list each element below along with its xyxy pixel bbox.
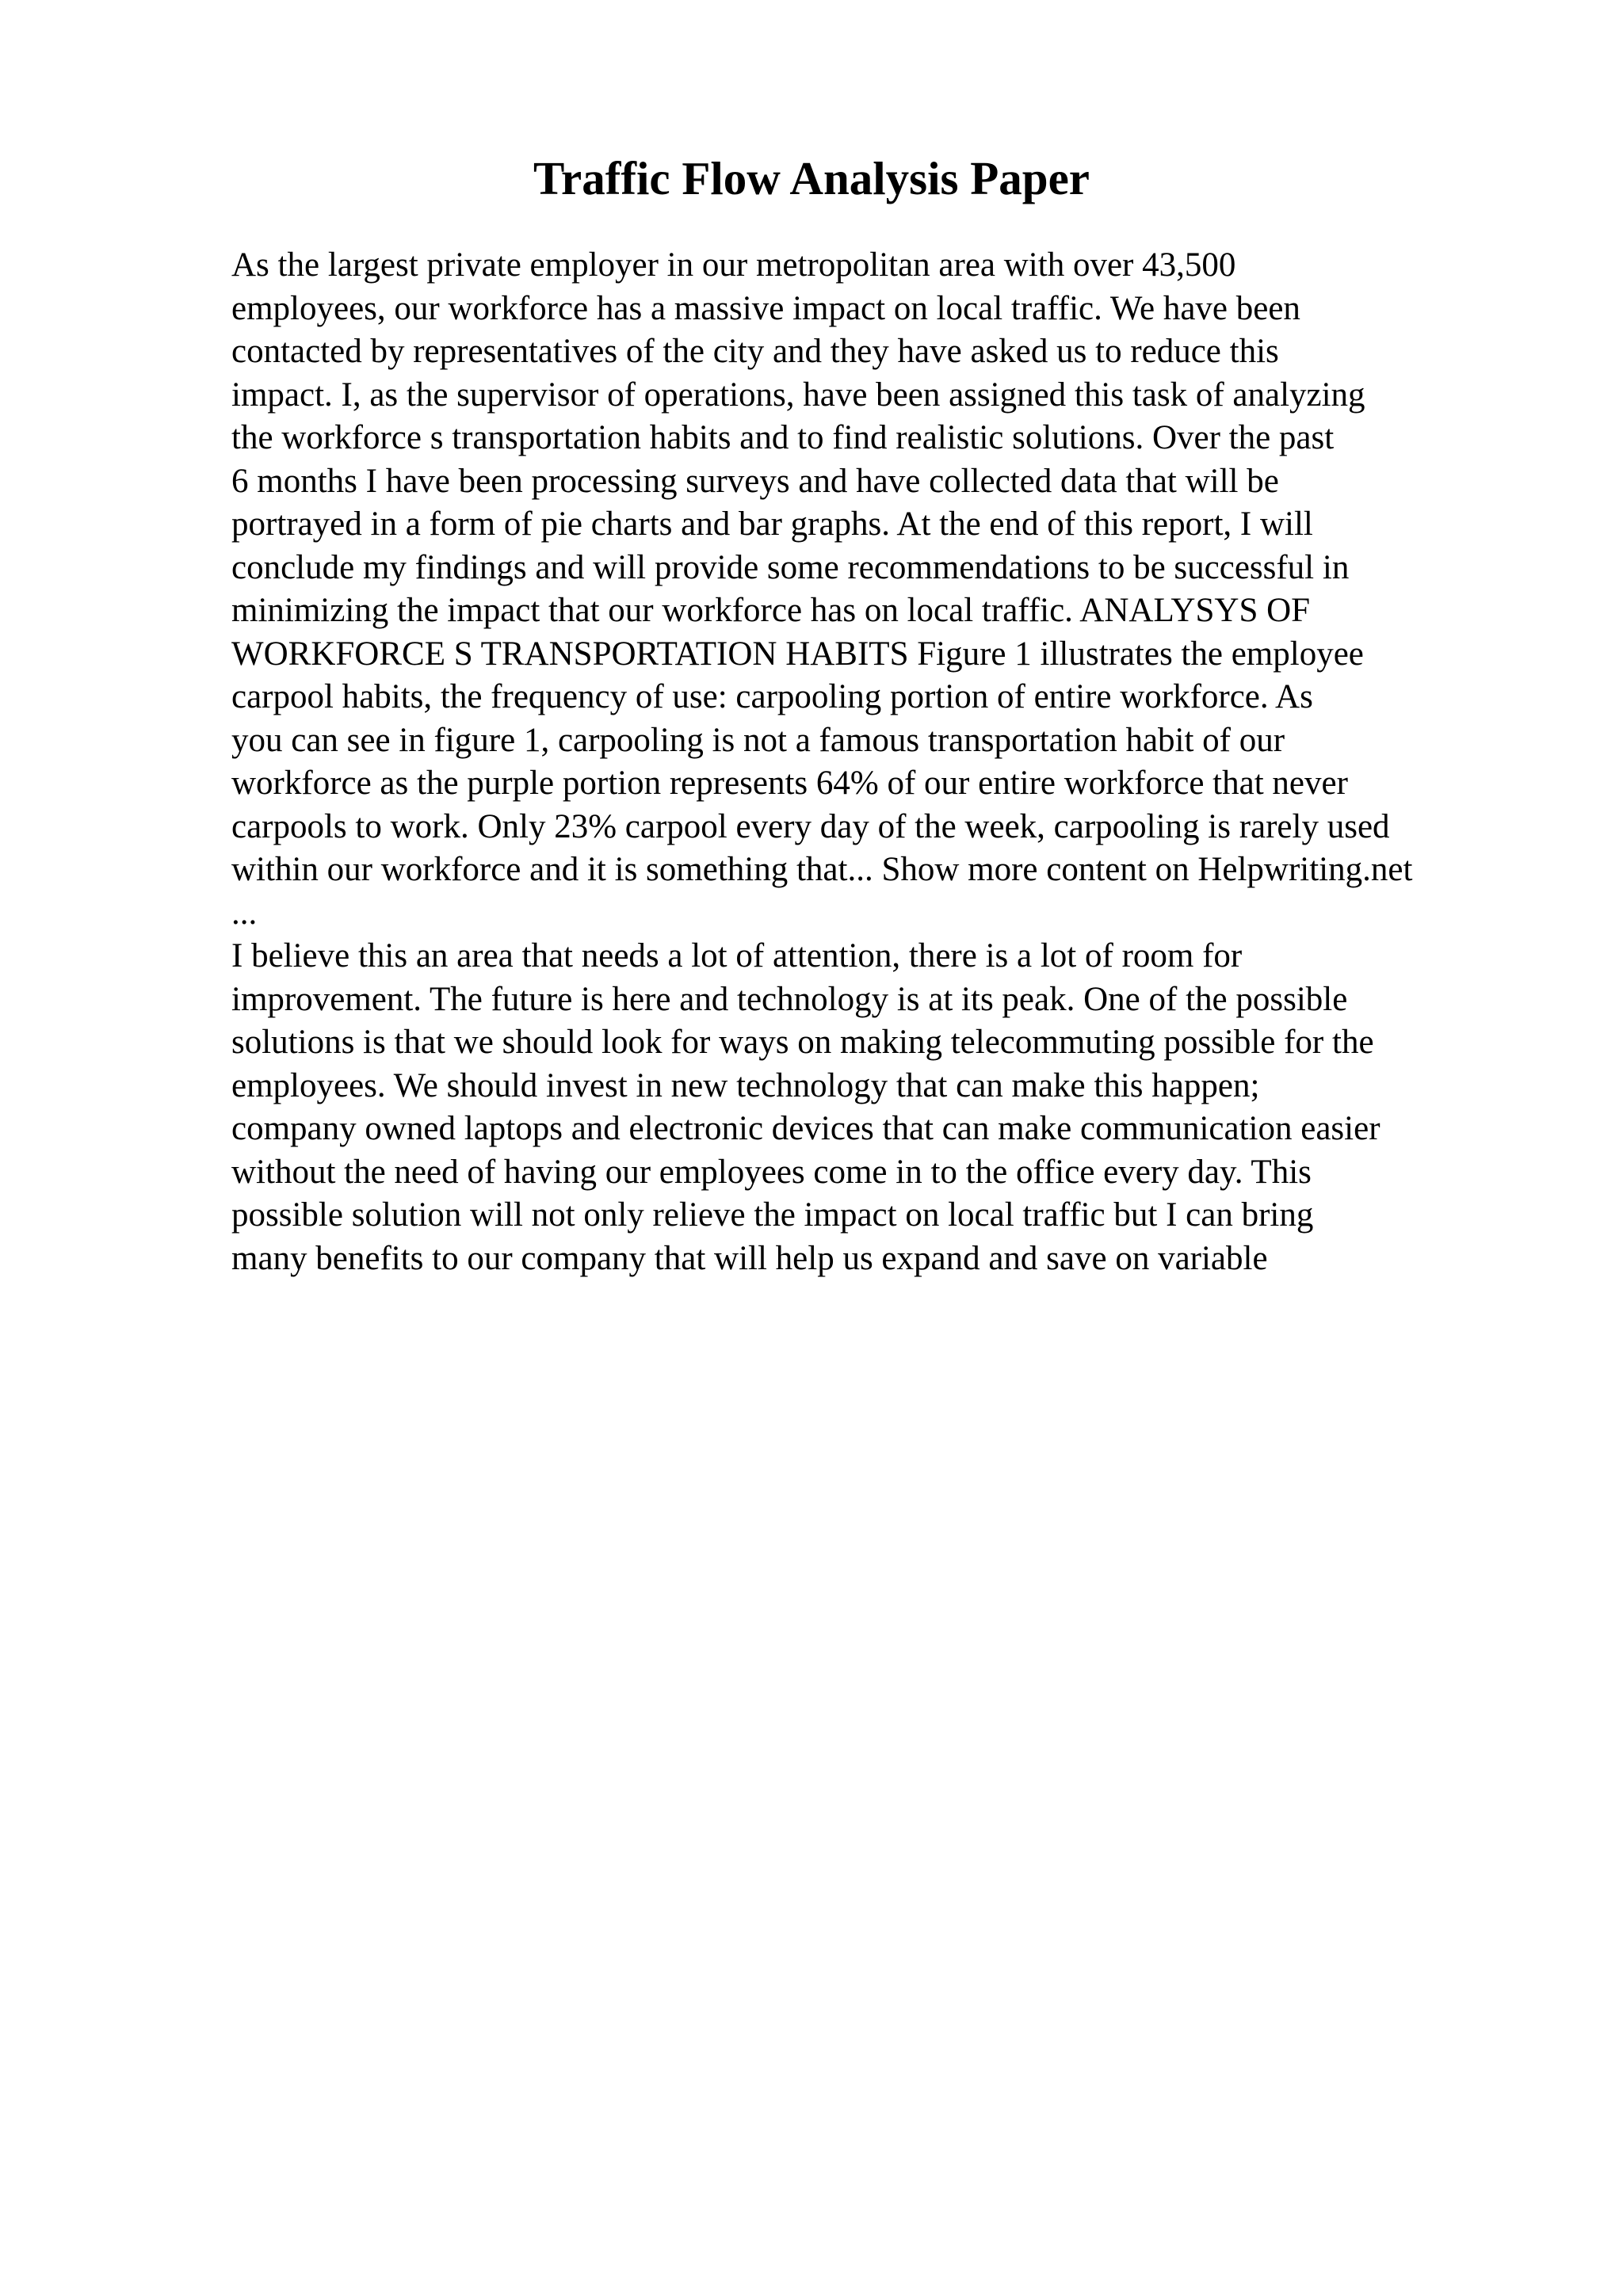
text-line: 6 months I have been processing surveys and have collected data that will be (231, 462, 1279, 500)
text-line: possible solution will not only relieve the impact on local traffic but I can bring (231, 1196, 1314, 1234)
text-line: portrayed in a form of pie charts and bar graphs. At the end of this report, I will (231, 505, 1313, 543)
text-line: minimizing the impact that our workforce has on local traffic. ANALYSYS OF (231, 592, 1311, 629)
text-line: the workforce s transportation habits and to find realistic solutions. Over the past (231, 419, 1335, 456)
text-line: many benefits to our company that will help us expand and save on variable (231, 1239, 1268, 1277)
body-text (231, 244, 1594, 1280)
text-line: impact. I, as the supervisor of operations, have been assigned this task of analyzing (231, 376, 1365, 414)
text-line: employees. We should invest in new technology that can make this happen; (231, 1066, 1260, 1104)
text-line: without the need of having our employees come in to the office every day. This (231, 1153, 1312, 1191)
text-line: WORKFORCE S TRANSPORTATION HABITS Figure 1 illustrates the employee (231, 635, 1364, 673)
text-line: carpool habits, the frequency of use: carpooling portion of entire workforce. As (231, 678, 1313, 715)
text-line: contacted by representatives of the city and they have asked us to reduce this (231, 333, 1279, 370)
text-line: conclude my findings and will provide some recommendations to be successful in (231, 548, 1350, 586)
text-line: solutions is that we should look for ways on making telecommuting possible for the (231, 1024, 1374, 1061)
text-line: As the largest private employer in our metropolitan area with over 43,500 (231, 246, 1236, 284)
text-line: workforce as the purple portion represents 64% of our entire workforce that never (231, 765, 1348, 802)
text-line: you can see in figure 1, carpooling is not a famous transportation habit of our (231, 721, 1285, 759)
page-title: Traffic Flow Analysis Paper (533, 152, 1090, 204)
text-line: I believe this an area that needs a lot of attention, there is a lot of room for (231, 937, 1243, 974)
text-line: ... (231, 894, 258, 932)
text-line: within our workforce and it is something that... Show more content on Helpwriting.net (231, 851, 1413, 888)
text-line: employees, our workforce has a massive impact on local traffic. We have been (231, 289, 1300, 327)
text-line: carpools to work. Only 23% carpool every day of the week, carpooling is rarely used (231, 807, 1390, 845)
text-line: company owned laptops and electronic devices that can make communication easier (231, 1110, 1381, 1147)
text-line: improvement. The future is here and technology is at its peak. One of the possible (231, 980, 1348, 1018)
